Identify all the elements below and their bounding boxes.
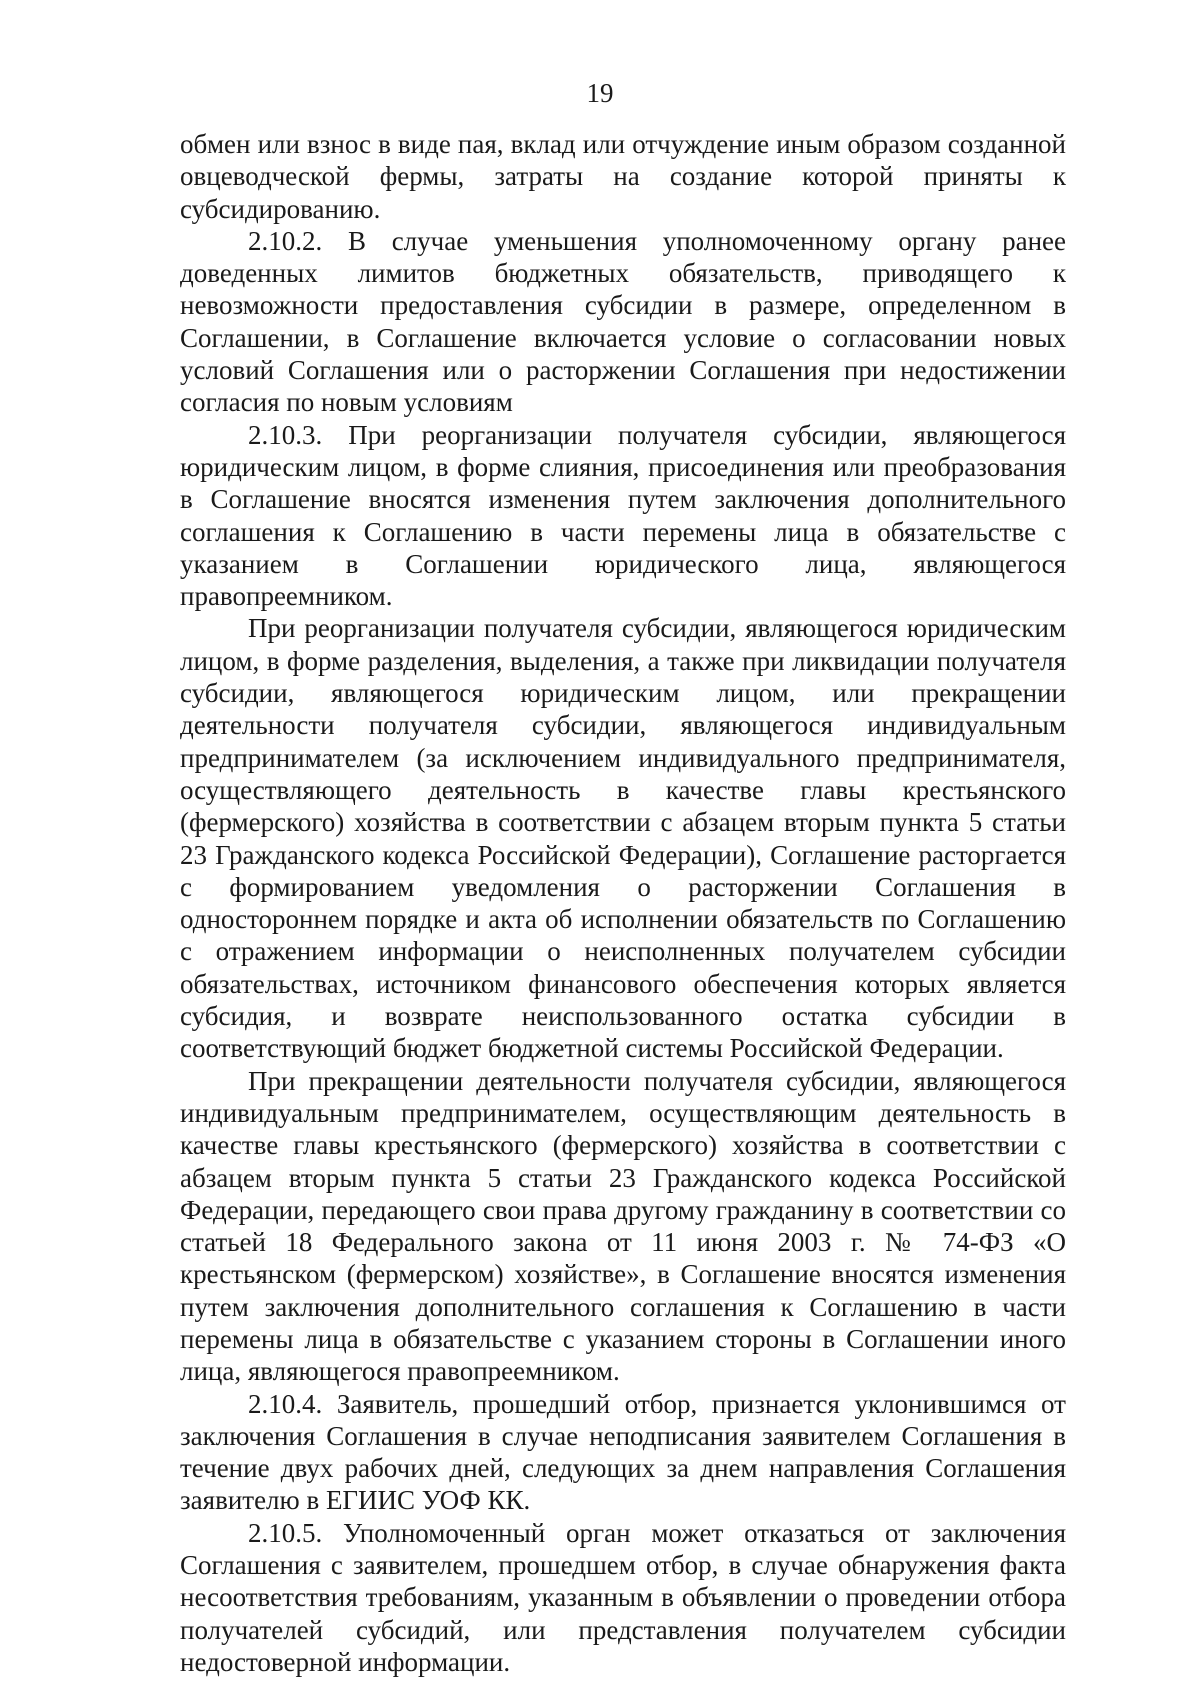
paragraph-termination: При прекращении деятельности получателя субсидии, являющегося индивидуальным предпринимателем, осуществляющим деятельность в качестве главы крестьянского (фермерского) хозяйства в соответствии с абзацем вторым пункта 5 статьи 23 Гражданского кодекса Российской Федерации, передающего свои права другому гражданину в соответствии со статьей 18 Федерального закона от 11 июня 2003 г. № 74-ФЗ «О крестьянском (фермерском) хозяйстве», в Соглашение вносятся изменения путем заключения дополнительного соглашения к Соглашению в части перемены лица в обязательстве с указанием стороны в Соглашении иного лица, являющегося правопреемником. <box>180 1065 1066 1387</box>
paragraph-2-10-5: 2.10.5. Уполномоченный орган может отказаться от заключения Соглашения с заявителем, прошедшем отбор, в случае обнаружения факта несоответствия требованиям, указанным в объявлении о проведении отбора получателей субсидий, или представления получателем субсидии недостоверной информации. <box>180 1517 1066 1677</box>
page-number: 19 <box>586 78 614 108</box>
paragraph-2-10-4: 2.10.4. Заявитель, прошедший отбор, признается уклонившимся от заключения Соглашения в случае неподписания заявителем Соглашения в течение двух рабочих дней, следующих за днем направления Соглашения заявителю в ЕГИИС УОФ КК. <box>180 1388 1066 1516</box>
paragraph-continuation: обмен или взнос в виде пая, вклад или отчуждение иным образом созданной овцеводческой фермы, затраты на создание которой приняты к субсидированию. <box>180 129 1066 224</box>
document-body <box>180 128 1066 1678</box>
paragraph-reorganization: При реорганизации получателя субсидии, являющегося юридическим лицом, в форме разделения, выделения, а также при ликвидации получателя субсидии, являющегося юридическим лицом, или прекращении деятельности получателя субсидии, являющегося индивидуальным предпринимателем (за исключением индивидуального предпринимателя, осуществляющего деятельность в качестве главы крестьянского (фермерского) хозяйства в соответствии с абзацем вторым пункта 5 статьи 23 Гражданского кодекса Российской Федерации), Соглашение расторгается с формированием уведомления о расторжении Соглашения в одностороннем порядке и акта об исполнении обязательств по Соглашению с отражением информации о неисполненных получателем субсидии обязательствах, источником финансового обеспечения которых является субсидия, и возврате неиспользованного остатка субсидии в соответствующий бюджет бюджетной системы Российской Федерации. <box>180 613 1066 1064</box>
paragraph-2-10-3: 2.10.3. При реорганизации получателя субсидии, являющегося юридическим лицом, в форме слияния, присоединения или преобразования в Соглашение вносятся изменения путем заключения дополнительного соглашения к Соглашению в части перемены лица в обязательстве с указанием в Соглашении юридического лица, являющегося правопреемником. <box>180 419 1066 612</box>
paragraph-2-10-2: 2.10.2. В случае уменьшения уполномоченному органу ранее доведенных лимитов бюджетных обязательств, приводящего к невозможности предоставления субсидии в размере, определенном в Соглашении, в Соглашение включается условие о согласовании новых условий Соглашения или о расторжении Соглашения при недостижении согласия по новым условиям <box>180 225 1066 418</box>
